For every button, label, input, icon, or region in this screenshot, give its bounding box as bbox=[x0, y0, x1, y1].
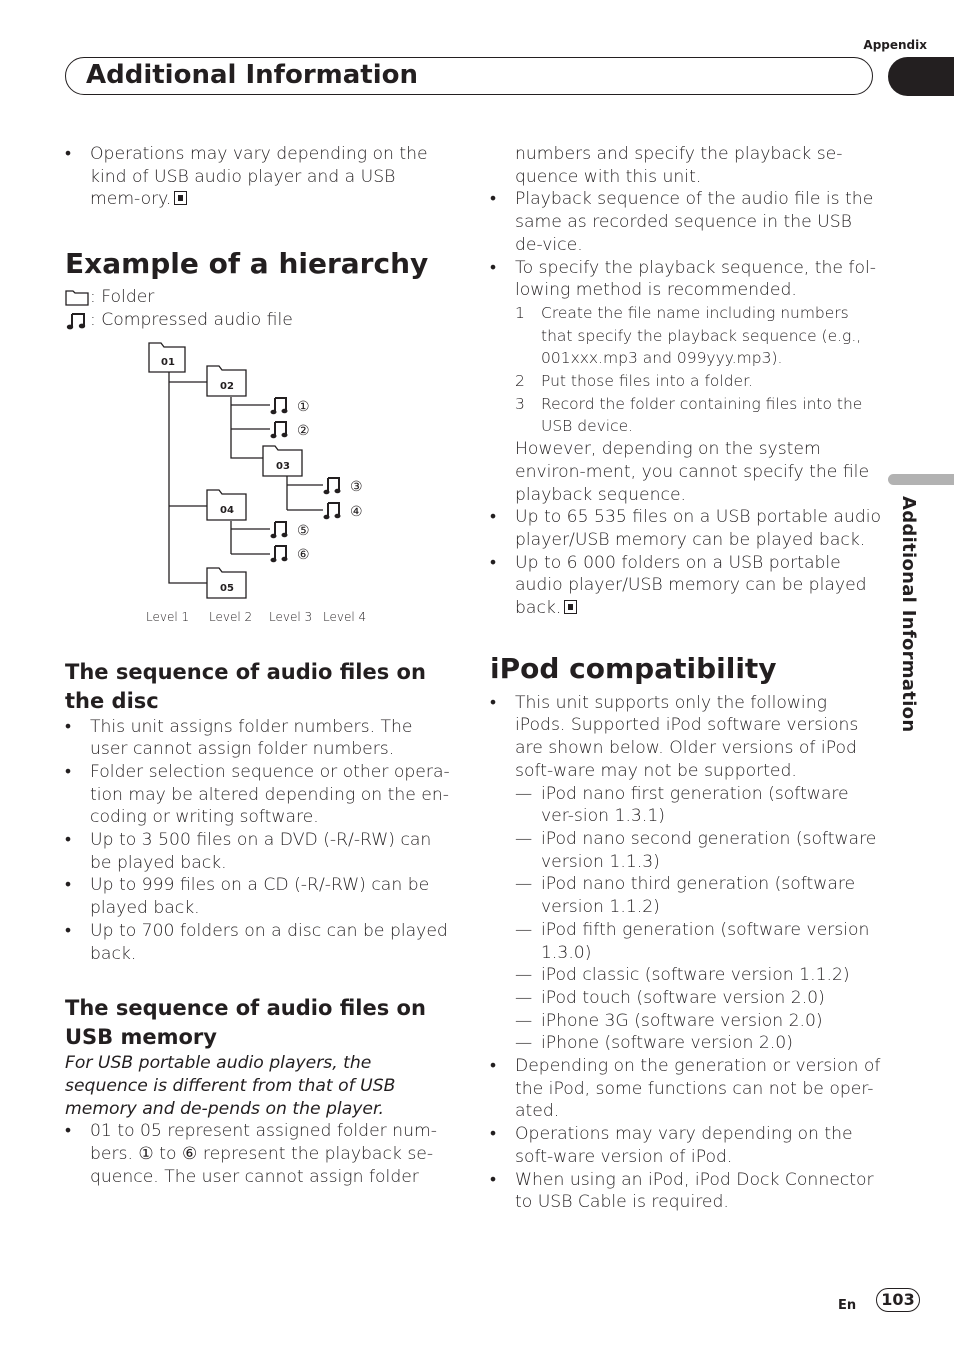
ipod-heading: iPod compatibility bbox=[490, 651, 777, 685]
legend-file-text: : Compressed audio file bbox=[90, 309, 293, 330]
file-1 bbox=[271, 398, 310, 415]
hierarchy-diagram bbox=[65, 336, 450, 636]
folder-04 bbox=[207, 490, 246, 520]
usb-sequence-heading: The sequence of audio files on USB memory bbox=[65, 996, 426, 1050]
steps-note: However, depending on the system environ-ment, you cannot specify the file playback sequence. bbox=[515, 439, 870, 505]
appendix-label: Appendix bbox=[863, 38, 927, 52]
file-3 bbox=[324, 478, 363, 495]
music-note-icon bbox=[65, 310, 89, 330]
ipod-bullet: • When using an iPod, iPod Dock Connector to USB Cable is required. bbox=[490, 1169, 882, 1214]
page-number: 103 bbox=[876, 1288, 920, 1312]
ipod-model-item: — iPhone (software version 2.0) bbox=[515, 1033, 793, 1054]
section-title: Additional Information bbox=[86, 60, 419, 90]
usb-bullet: • Playback sequence of the audio file is the same as recorded sequence in the USB de-vice. bbox=[490, 188, 882, 256]
svg-text:④: ④ bbox=[350, 503, 363, 520]
disc-bullet: • Up to 700 folders on a disc can be played back. bbox=[65, 920, 450, 965]
level-1-label: Level 1 bbox=[146, 609, 190, 624]
legend-folder bbox=[65, 286, 450, 309]
disc-bullet: • Up to 999 files on a CD (-R/-RW) can be played back. bbox=[65, 874, 450, 919]
side-tab-marker bbox=[888, 474, 954, 485]
hierarchy-heading: Example of a hierarchy bbox=[65, 247, 429, 281]
legend-file bbox=[65, 309, 450, 332]
svg-text:01: 01 bbox=[161, 356, 175, 368]
header-tab-marker bbox=[888, 57, 954, 96]
folder-icon bbox=[65, 288, 89, 306]
language-label: En bbox=[838, 1298, 857, 1313]
level-4-label: Level 4 bbox=[323, 609, 367, 624]
svg-text:04: 04 bbox=[220, 504, 234, 516]
usb-bullet: • To specify the playback sequence, the fol-lowing method is recommended. bbox=[490, 257, 882, 302]
level-3-label: Level 3 bbox=[269, 609, 313, 624]
usb-bullet: • Up to 6 000 folders on a USB portable audio player/USB memory can be played back. bbox=[490, 552, 882, 620]
ipod-bullet: • Operations may vary depending on the soft-ware version of iPod. bbox=[490, 1123, 882, 1168]
svg-text:02: 02 bbox=[220, 380, 234, 392]
end-mark-icon bbox=[564, 600, 577, 614]
right-column bbox=[490, 143, 882, 1214]
file-2 bbox=[271, 422, 310, 439]
usb-bullet-continued: numbers and specify the playback se-quence with this unit. bbox=[515, 144, 843, 187]
step-item: 2 Put those files into a folder. bbox=[515, 372, 753, 391]
file-6 bbox=[271, 546, 310, 563]
folder-05 bbox=[207, 568, 246, 598]
end-mark-icon bbox=[174, 191, 187, 205]
ipod-model-item: — iPod classic (software version 1.1.2) bbox=[515, 965, 850, 986]
svg-text:03: 03 bbox=[276, 460, 290, 472]
level-2-label: Level 2 bbox=[209, 609, 253, 624]
folder-03 bbox=[263, 446, 302, 476]
ipod-bullet: • This unit supports only the following iPods. Supported iPod software versions are shown below. Older versions of iPod soft-ware may not be supported. bbox=[490, 692, 882, 783]
ipod-model-item: — iPod nano third generation (software version 1.1.2) bbox=[515, 874, 856, 918]
file-4 bbox=[324, 503, 363, 520]
folder-01 bbox=[149, 343, 185, 372]
ipod-model-item: — iPod nano second generation (software version 1.1.3) bbox=[515, 828, 877, 872]
left-column bbox=[65, 143, 450, 1188]
disc-bullet: • This unit assigns folder numbers. The user cannot assign folder numbers. bbox=[65, 716, 450, 761]
ipod-model-item: — iPod nano first generation (software ver-sion 1.3.1) bbox=[515, 783, 849, 827]
disc-sequence-heading: The sequence of audio files on the disc bbox=[65, 659, 426, 713]
ipod-bullet: • Depending on the generation or version of the iPod, some functions can not be oper-ated. bbox=[490, 1055, 882, 1123]
svg-text:⑤: ⑤ bbox=[297, 522, 310, 539]
intro-bullet: • Operations may vary depending on the kind of USB audio player and a USB mem-ory. bbox=[65, 143, 450, 211]
usb-bullet: • Up to 65 535 files on a USB portable audio player/USB memory can be played back. bbox=[490, 506, 882, 551]
ipod-model-item: — iPod touch (software version 2.0) bbox=[515, 987, 825, 1008]
hierarchy-tree bbox=[65, 336, 450, 636]
svg-text:①: ① bbox=[297, 398, 310, 415]
svg-text:②: ② bbox=[297, 422, 310, 439]
legend-folder-text: : Folder bbox=[90, 287, 155, 308]
ipod-model-item: — iPhone 3G (software version 2.0) bbox=[515, 1010, 823, 1031]
side-tab-label: Additional Information bbox=[898, 496, 919, 733]
svg-text:③: ③ bbox=[350, 478, 363, 495]
usb-note: For USB portable audio players, the sequence is different from that of USB memory and de-pends on the player. bbox=[65, 1053, 396, 1119]
file-5 bbox=[271, 522, 310, 539]
folder-02 bbox=[207, 366, 246, 396]
step-item: 3 Record the folder containing files into the USB device. bbox=[515, 394, 863, 436]
svg-text:⑥: ⑥ bbox=[297, 546, 310, 563]
ipod-model-item: — iPod fifth generation (software version 1.3.0) bbox=[515, 919, 870, 963]
step-item: 1 Create the file name including numbers that specify the playback sequence (e.g., 001xxx.mp3 and 099yyy.mp3). bbox=[515, 303, 862, 368]
disc-bullet: • Folder selection sequence or other opera-tion may be altered depending on the en-coding or writing software. bbox=[65, 761, 450, 829]
svg-text:05: 05 bbox=[220, 582, 234, 594]
section-header bbox=[65, 57, 873, 95]
disc-bullet: • Up to 3 500 files on a DVD (-R/-RW) can be played back. bbox=[65, 829, 450, 874]
usb-bullet: • 01 to 05 represent assigned folder num-bers. ① to ⑥ represent the playback se-quence. The user cannot assign folder bbox=[65, 1120, 450, 1188]
